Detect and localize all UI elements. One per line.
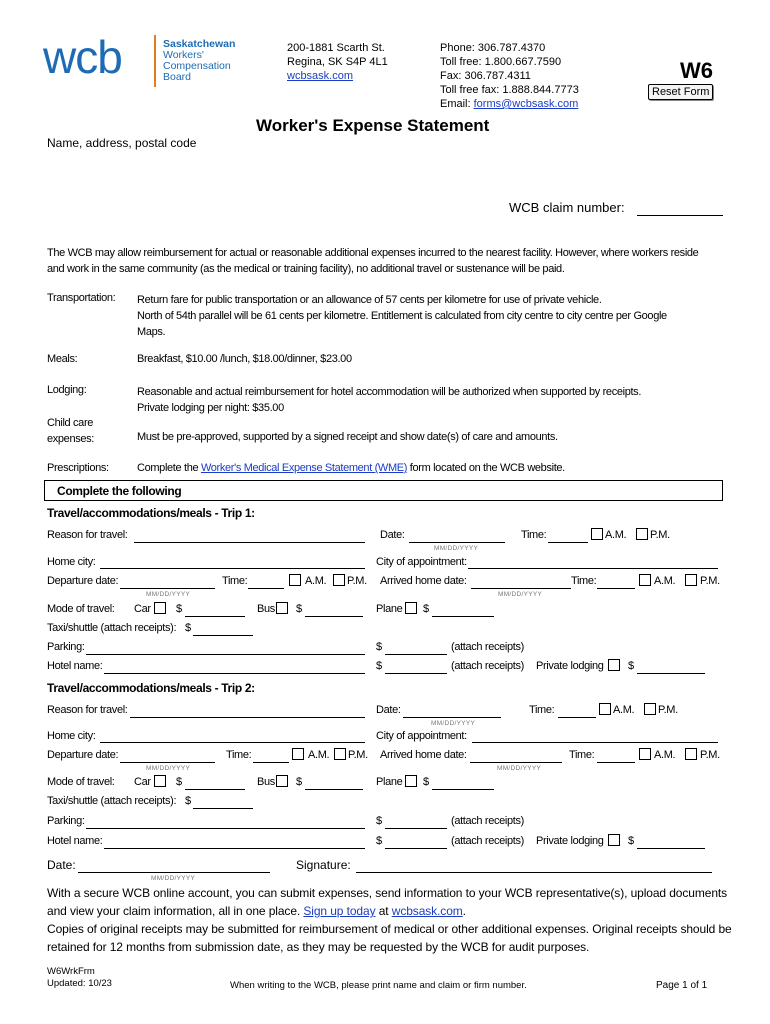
private-lodging-label: Private lodging <box>536 835 604 847</box>
trip1-home-city-field[interactable] <box>100 568 365 569</box>
trip1-private-lodging-checkbox[interactable] <box>608 659 620 671</box>
date-placeholder: MM/DD/YYYY <box>434 545 479 552</box>
claim-number-label: WCB claim number: <box>509 200 625 215</box>
complete-heading: Complete the following <box>57 484 182 498</box>
dollar-sign: $ <box>628 835 634 847</box>
contact-line: Toll free: 1.800.667.7590 <box>440 56 562 68</box>
trip1-city-appt-label: City of appointment: <box>376 556 467 568</box>
trip1-arr-pm-checkbox[interactable] <box>685 574 697 586</box>
trip1-arrived-field[interactable] <box>471 588 571 589</box>
website-link[interactable]: wcbsask.com <box>287 70 354 82</box>
trip2-hotel-label: Hotel name: <box>47 835 103 847</box>
lodging-line: Private lodging per night: $35.00 <box>137 402 284 414</box>
signature-field[interactable] <box>356 872 712 873</box>
trip2-arr-time-field[interactable] <box>597 762 635 763</box>
trip2-city-appt-field[interactable] <box>472 742 718 743</box>
prescriptions-label: Prescriptions: <box>47 462 109 474</box>
dollar-sign: $ <box>376 835 382 847</box>
trip1-home-city-label: Home city: <box>47 556 96 568</box>
trip2-taxi-amount[interactable] <box>193 808 253 809</box>
trip2-private-lodging-amount[interactable] <box>637 848 705 849</box>
trip1-departure-label: Departure date: <box>47 575 119 587</box>
date-placeholder: MM/DD/YYYY <box>497 765 542 772</box>
trip2-arr-time-label: Time: <box>569 749 595 761</box>
trip2-date-field[interactable] <box>403 717 501 718</box>
plane-label: Plane <box>376 776 403 788</box>
trip2-city-appt-label: City of appointment: <box>376 730 467 742</box>
trip2-arrived-field[interactable] <box>470 762 562 763</box>
trip1-arr-time-label: Time: <box>571 575 597 587</box>
trip2-mode-label: Mode of travel: <box>47 776 115 788</box>
dollar-sign: $ <box>185 622 191 634</box>
email-link[interactable]: forms@wcbsask.com <box>473 98 579 110</box>
dollar-sign: $ <box>423 776 429 788</box>
am-label: A.M. <box>605 529 627 541</box>
transportation-line: North of 54th parallel will be 61 cents per kilometre. Entitlement is calculated from city centre to city centre per Google <box>137 310 667 322</box>
childcare-label-line: Child care <box>47 417 94 429</box>
plane-label: Plane <box>376 603 403 615</box>
transportation-line: Maps. <box>137 326 166 338</box>
pm-label: P.M. <box>658 704 678 716</box>
trip2-private-lodging-checkbox[interactable] <box>608 834 620 846</box>
trip1-date-field[interactable] <box>409 542 505 543</box>
trip1-arrived-label: Arrived home date: <box>380 575 467 587</box>
section-tick <box>722 480 724 500</box>
footer-note: When writing to the WCB, please print name and claim or firm number. <box>230 980 527 991</box>
updated-date: Updated: 10/23 <box>47 978 112 989</box>
section-divider <box>44 480 723 481</box>
trip1-hotel-label: Hotel name: <box>47 660 103 672</box>
intro-text <box>47 245 737 277</box>
trip2-time-label: Time: <box>529 704 555 716</box>
footer-line-pre: and view your claim information, all in one place. <box>47 904 304 918</box>
trip2-parking-amount[interactable] <box>385 828 447 829</box>
trip2-pm-checkbox[interactable] <box>644 703 656 715</box>
meals-text: Breakfast, $10.00 /lunch, $18.00/dinner, $23.00 <box>137 353 352 365</box>
address-line: Regina, SK S4P 4L1 <box>287 56 388 68</box>
trip1-hotel-field[interactable] <box>104 673 365 674</box>
meals-label: Meals: <box>47 353 78 365</box>
website-link[interactable]: wcbsask.com <box>391 904 463 918</box>
trip2-departure-label: Departure date: <box>47 749 119 761</box>
logo-line: Board <box>163 71 192 83</box>
trip1-private-lodging-amount[interactable] <box>637 673 705 674</box>
dollar-sign: $ <box>176 776 182 788</box>
trip1-dep-pm-checkbox[interactable] <box>333 574 345 586</box>
trip2-car-checkbox[interactable] <box>154 775 166 787</box>
dollar-sign: $ <box>185 795 191 807</box>
logo-divider <box>154 35 156 87</box>
date-placeholder: MM/DD/YYYY <box>498 591 543 598</box>
form-code: W6 <box>680 58 713 83</box>
am-label: A.M. <box>613 704 635 716</box>
section-divider <box>44 500 723 501</box>
contact-line: Toll free fax: 1.888.844.7773 <box>440 84 579 96</box>
dollar-sign: $ <box>376 815 382 827</box>
trip1-heading: Travel/accommodations/meals - Trip 1: <box>47 506 255 520</box>
trip2-dep-pm-checkbox[interactable] <box>334 748 346 760</box>
trip1-parking-amount[interactable] <box>385 654 447 655</box>
date-placeholder: MM/DD/YYYY <box>431 720 476 727</box>
dollar-sign: $ <box>296 776 302 788</box>
trip1-pm-checkbox[interactable] <box>636 528 648 540</box>
footer-line: retained for 12 months from submission date, as they may be requested by the WCB for audit purposes. <box>47 940 590 954</box>
trip2-home-city-label: Home city: <box>47 730 96 742</box>
attach-receipts-note: (attach receipts) <box>451 815 524 827</box>
address-line: 200-1881 Scarth St. <box>287 42 385 54</box>
am-label: A.M. <box>305 575 327 587</box>
signature-label: Signature: <box>296 858 351 872</box>
trip2-heading: Travel/accommodations/meals - Trip 2: <box>47 681 255 695</box>
trip2-bus-amount[interactable] <box>305 789 363 790</box>
lodging-line: Reasonable and actual reimbursement for hotel accommodation will be authorized when supported by receipts. <box>137 386 642 398</box>
trip1-am-checkbox[interactable] <box>591 528 603 540</box>
trip2-am-checkbox[interactable] <box>599 703 611 715</box>
online-account-text <box>47 884 737 956</box>
trip2-time-field[interactable] <box>558 717 596 718</box>
trip2-plane-amount[interactable] <box>432 789 494 790</box>
intro-line: The WCB may allow reimbursement for actual or reasonable additional expenses incurred to the nearest facility. However, where workers reside <box>47 247 699 259</box>
intro-line: and work in the same community (as the medical or training facility), no additional travel or sustenance will be paid. <box>47 263 565 275</box>
trip1-plane-checkbox[interactable] <box>405 602 417 614</box>
trip1-parking-field[interactable] <box>86 654 365 655</box>
trip2-taxi-label: Taxi/shuttle (attach receipts): <box>47 795 177 807</box>
footer-line-mid: at <box>375 904 392 918</box>
logo-line: Compensation <box>163 60 231 72</box>
trip2-arrived-label: Arrived home date: <box>380 749 467 761</box>
trip2-departure-field[interactable] <box>120 762 215 763</box>
pm-label: P.M. <box>347 575 367 587</box>
pm-label: P.M. <box>700 575 720 587</box>
trip1-hotel-amount[interactable] <box>385 673 447 674</box>
trip2-parking-label: Parking: <box>47 815 85 827</box>
lodging-text <box>137 384 641 416</box>
contact-line: Phone: 306.787.4370 <box>440 42 546 54</box>
trip1-car-amount[interactable] <box>185 616 245 617</box>
wme-link[interactable]: Worker's Medical Expense Statement (WME) <box>200 462 408 474</box>
trip2-plane-checkbox[interactable] <box>405 775 417 787</box>
trip2-dep-time-field[interactable] <box>253 762 289 763</box>
trip1-time-label: Time: <box>521 529 547 541</box>
trip2-hotel-field[interactable] <box>104 848 365 849</box>
page-number: Page 1 of 1 <box>656 980 708 991</box>
trip1-bus-amount[interactable] <box>305 616 363 617</box>
trip1-arr-am-checkbox[interactable] <box>639 574 651 586</box>
trip2-reason-label: Reason for travel: <box>47 704 128 716</box>
trip2-home-city-field[interactable] <box>100 742 365 743</box>
trip2-dep-time-label: Time: <box>226 749 252 761</box>
trip1-mode-label: Mode of travel: <box>47 603 115 615</box>
trip1-date-label: Date: <box>380 529 405 541</box>
am-label: A.M. <box>308 749 330 761</box>
claim-number-field[interactable] <box>637 215 723 216</box>
pm-label: P.M. <box>700 749 720 761</box>
childcare-text: Must be pre-approved, supported by a signed receipt and show date(s) of care and amounts. <box>137 431 558 443</box>
contact-line: Fax: 306.787.4311 <box>440 70 531 82</box>
wcb-logo: wcb <box>43 31 122 83</box>
dollar-sign: $ <box>628 660 634 672</box>
footer-line: Copies of original receipts may be submitted for reimbursement of medical or other additional expenses. Original receipts should be <box>47 922 732 936</box>
pm-label: P.M. <box>650 529 670 541</box>
dollar-sign: $ <box>376 641 382 653</box>
address-block <box>287 41 388 83</box>
form-id: W6WrkFrm <box>47 966 95 977</box>
trip2-bus-checkbox[interactable] <box>276 775 288 787</box>
trip1-dep-time-label: Time: <box>222 575 248 587</box>
logo-line: Saskatchewan <box>163 38 236 50</box>
prescriptions-post: form located on the WCB website. <box>407 462 565 474</box>
car-label: Car <box>134 776 151 788</box>
sign-date-label: Date: <box>47 858 76 872</box>
trip1-dep-am-checkbox[interactable] <box>289 574 301 586</box>
reset-form-button[interactable]: Reset Form <box>648 84 713 100</box>
transportation-label: Transportation: <box>47 292 116 304</box>
trip2-parking-field[interactable] <box>86 828 365 829</box>
sign-date-field[interactable] <box>78 872 270 873</box>
signup-link[interactable]: Sign up today <box>303 904 376 918</box>
trip2-dep-am-checkbox[interactable] <box>292 748 304 760</box>
section-tick <box>44 480 46 500</box>
lodging-label: Lodging: <box>47 384 87 396</box>
trip2-reason-field[interactable] <box>130 717 365 718</box>
footer-line-post: . <box>462 904 466 918</box>
pm-label: P.M. <box>348 749 368 761</box>
am-label: A.M. <box>654 575 676 587</box>
date-placeholder: MM/DD/YYYY <box>146 591 191 598</box>
childcare-label <box>47 415 94 447</box>
attach-receipts-note: (attach receipts) <box>451 660 524 672</box>
trip2-arr-pm-checkbox[interactable] <box>685 748 697 760</box>
attach-receipts-note: (attach receipts) <box>451 641 524 653</box>
dollar-sign: $ <box>423 603 429 615</box>
form-info <box>47 966 112 990</box>
email-label: Email: <box>440 98 474 110</box>
bus-label: Bus <box>257 603 275 615</box>
logo-line: Workers' <box>163 49 204 61</box>
trip1-plane-amount[interactable] <box>432 616 494 617</box>
trip1-arr-time-field[interactable] <box>597 588 635 589</box>
dollar-sign: $ <box>296 603 302 615</box>
trip2-date-label: Date: <box>376 704 401 716</box>
trip1-reason-label: Reason for travel: <box>47 529 128 541</box>
dollar-sign: $ <box>376 660 382 672</box>
attach-receipts-note: (attach receipts) <box>451 835 524 847</box>
trip1-parking-label: Parking: <box>47 641 85 653</box>
am-label: A.M. <box>654 749 676 761</box>
transportation-line: Return fare for public transportation or an allowance of 57 cents per kilometre for use of private vehicle. <box>137 294 602 306</box>
contact-block <box>440 41 579 111</box>
transportation-text <box>137 292 667 340</box>
childcare-label-line: expenses: <box>47 433 94 445</box>
trip1-taxi-label: Taxi/shuttle (attach receipts): <box>47 622 177 634</box>
trip1-reason-field[interactable] <box>134 542 365 543</box>
dollar-sign: $ <box>176 603 182 615</box>
trip2-arr-am-checkbox[interactable] <box>639 748 651 760</box>
page-title: Worker's Expense Statement <box>256 116 490 135</box>
trip1-bus-checkbox[interactable] <box>276 602 288 614</box>
trip1-city-appt-field[interactable] <box>468 568 718 569</box>
bus-label: Bus <box>257 776 275 788</box>
date-placeholder: MM/DD/YYYY <box>146 765 191 772</box>
prescriptions-text <box>137 462 565 474</box>
private-lodging-label: Private lodging <box>536 660 604 672</box>
trip1-taxi-amount[interactable] <box>193 635 253 636</box>
date-placeholder: MM/DD/YYYY <box>151 875 196 882</box>
trip2-hotel-amount[interactable] <box>385 848 447 849</box>
trip1-time-field[interactable] <box>548 542 588 543</box>
prescriptions-pre: Complete the <box>137 462 201 474</box>
footer-line: With a secure WCB online account, you can submit expenses, send information to your WCB representative(s), upload documents <box>47 886 728 900</box>
name-address-label: Name, address, postal code <box>47 136 197 150</box>
trip1-dep-time-field[interactable] <box>248 588 284 589</box>
trip2-car-amount[interactable] <box>185 789 245 790</box>
trip1-departure-field[interactable] <box>120 588 215 589</box>
trip1-car-checkbox[interactable] <box>154 602 166 614</box>
logo-text <box>163 39 235 83</box>
car-label: Car <box>134 603 151 615</box>
